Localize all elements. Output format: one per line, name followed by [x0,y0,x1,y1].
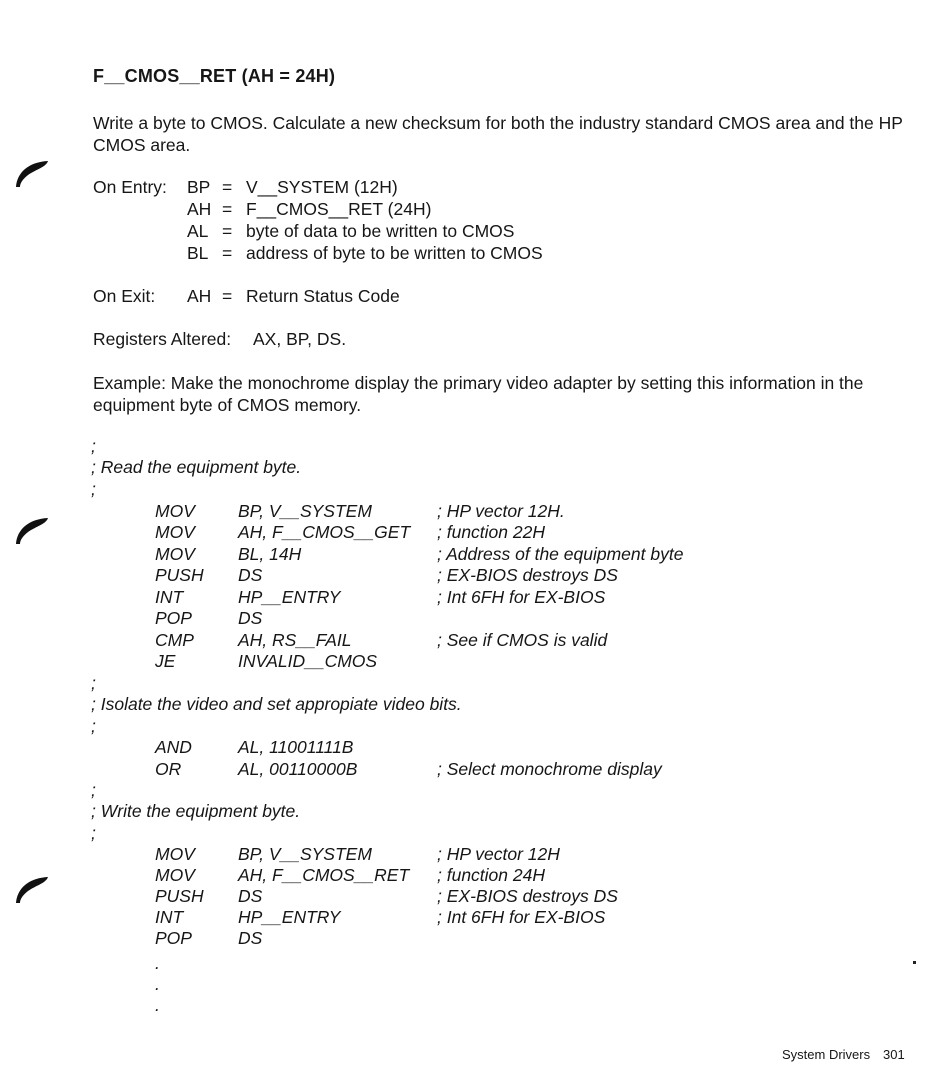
entry-eq: = [222,199,233,219]
code-separator: ; [91,479,96,499]
entry-eq: = [222,221,233,241]
binding-hole-mark-2 [14,515,50,545]
code-line-comment: ; Int 6FH for EX-BIOS [437,587,606,607]
code-line-comment: ; HP vector 12H [437,844,560,864]
code-line-comment: ; HP vector 12H. [437,501,565,521]
code-arg: DS [238,928,263,948]
entry-eq: = [222,177,233,197]
code-arg: DS [238,565,263,585]
code-op: POP [155,608,192,628]
example-paragraph: Example: Make the monochrome display the primary video adapter by setting this information in the equipment byte of CMOS memory. [93,373,864,415]
registers-altered-value: AX, BP, DS. [253,329,347,349]
code-comment: ; Read the equipment byte. [91,457,302,477]
entry-reg: AL [187,221,209,241]
ellipsis-dot: . [155,995,160,1015]
code-arg: BP, V__SYSTEM [238,501,372,521]
code-line-comment: ; Address of the equipment byte [437,544,684,564]
code-op: INT [155,587,184,607]
code-op: MOV [155,544,195,564]
page-title: F__CMOS__RET (AH = 24H) [93,66,336,86]
page-number: 301 [883,1047,905,1062]
entry-desc: F__CMOS__RET (24H) [246,199,432,219]
registers-altered-label: Registers Altered: [93,329,232,349]
exit-reg: AH [187,286,212,306]
exit-eq: = [222,286,233,306]
entry-reg: BL [187,243,209,263]
code-separator: ; [91,780,96,800]
entry-eq: = [222,243,233,263]
code-separator: ; [91,716,96,736]
ellipsis-dot: . [155,974,160,994]
on-exit-label: On Exit: [93,286,156,306]
code-op: MOV [155,522,195,542]
ellipsis-dot: . [155,953,160,973]
code-op: CMP [155,630,194,650]
entry-desc: byte of data to be written to CMOS [246,221,515,241]
code-op: POP [155,928,192,948]
code-arg: DS [238,886,263,906]
code-arg: HP__ENTRY [238,907,341,927]
code-arg: AH, F__CMOS__RET [238,865,410,885]
code-op: JE [155,651,176,671]
code-arg: INVALID__CMOS [238,651,378,671]
code-arg: AH, RS__FAIL [238,630,352,650]
footer-section-name: System Drivers [782,1047,871,1062]
code-separator: ; [91,673,96,693]
code-line-comment: ; function 22H [437,522,545,542]
code-line-comment: ; EX-BIOS destroys DS [437,886,618,906]
code-op: PUSH [155,886,204,906]
code-separator: ; [91,436,96,456]
stray-dot [913,961,916,964]
intro-paragraph: Write a byte to CMOS. Calculate a new checksum for both the industry standard CMOS area and the HP CMOS area. [93,113,903,155]
code-op: MOV [155,501,195,521]
code-line-comment: ; EX-BIOS destroys DS [437,565,618,585]
code-line-comment: ; Int 6FH for EX-BIOS [437,907,606,927]
code-op: INT [155,907,184,927]
code-arg: BL, 14H [238,544,302,564]
code-op: MOV [155,865,195,885]
code-line-comment: ; Select monochrome display [437,759,662,779]
code-separator: ; [91,823,96,843]
code-line-comment: ; function 24H [437,865,545,885]
entry-desc: V__SYSTEM (12H) [246,177,398,197]
binding-hole-mark-1 [14,158,50,188]
code-comment: ; Isolate the video and set appropiate video bits. [91,694,462,714]
code-op: AND [155,737,192,757]
code-arg: AL, 11001111B [238,737,354,757]
code-comment: ; Write the equipment byte. [91,801,301,821]
code-arg: AH, F__CMOS__GET [238,522,411,542]
binding-hole-mark-3 [14,874,50,904]
code-op: OR [155,759,182,779]
code-line-comment: ; See if CMOS is valid [437,630,608,650]
entry-desc: address of byte to be written to CMOS [246,243,543,263]
code-op: PUSH [155,565,204,585]
code-arg: HP__ENTRY [238,587,341,607]
on-entry-label: On Entry: [93,177,167,197]
exit-desc: Return Status Code [246,286,400,306]
code-op: MOV [155,844,195,864]
code-arg: DS [238,608,263,628]
entry-reg: AH [187,199,212,219]
entry-reg: BP [187,177,211,197]
code-arg: AL, 00110000B [238,759,358,779]
code-arg: BP, V__SYSTEM [238,844,372,864]
